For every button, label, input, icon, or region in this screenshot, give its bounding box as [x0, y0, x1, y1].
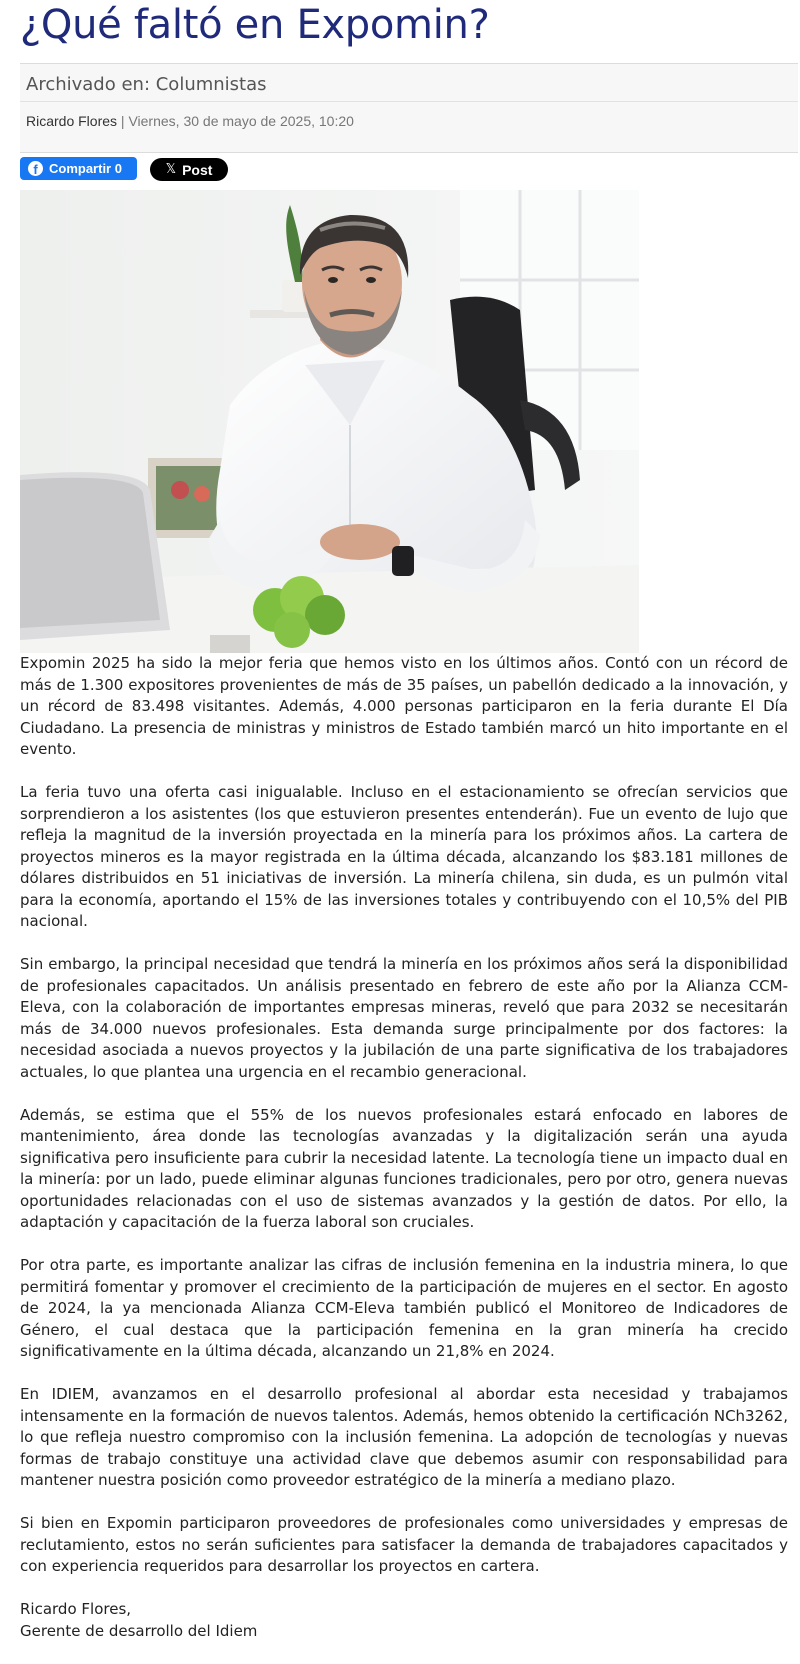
byline: [26, 113, 354, 129]
article-meta: [20, 63, 798, 153]
author-portrait-photo: [20, 190, 639, 653]
paragraph-1: Expomin 2025 ha sido la mejor feria que hemos visto en los últimos años. Contó con un récord de más de 1.300 expositores provenientes de más de 35 países, un pabellón dedicado a la innovación, y un récord de 83.498 visitantes. Además, 4.000 personas participaron en la feria durante El Día Ciudadano. La presencia de ministras y ministros de Estado también marcó un hito importante en el evento.: [20, 654, 788, 758]
author-name: Ricardo Flores: [26, 113, 118, 129]
signature-role: Gerente de desarrollo del Idiem: [20, 1621, 258, 1640]
article-body: [20, 653, 788, 1664]
publish-date: Viernes, 30 de mayo de 2025, 10:20: [128, 113, 354, 129]
x-logo-icon: 𝕏: [165, 162, 177, 177]
paragraph-5: Por otra parte, es importante analizar las cifras de inclusión femenina en la industria minera, lo que permitirá fomentar y promover el crecimiento de la participación de mujeres en el sector. En agosto de 2024, la ya mencionada Alianza CCM-Eleva también publicó el Monitoreo de Indicadores de Género, el cual destaca que la participación femenina en la gran minería ha crecido significativamente en la última década, alcanzando un 21,8% en 2024.: [20, 1256, 788, 1360]
facebook-share-button[interactable]: [20, 157, 137, 180]
archive-category[interactable]: Archivado en: Columnistas: [26, 74, 267, 95]
facebook-share-label: Compartir 0: [49, 161, 122, 176]
article-title: ¿Qué faltó en Expomin?: [20, 2, 490, 48]
author-signature: [20, 1599, 788, 1642]
signature-name: Ricardo Flores,: [20, 1600, 132, 1618]
paragraph-3: Sin embargo, la principal necesidad que tendrá la minería en los próximos años será la disponibilidad de profesionales capacitados. Un análisis presentado en febrero de este año por la Alianza CCM-Eleva, con la colaboración de importantes empresas mineras, reveló que para 2032 se necesitarán más de 34.000 nuevos profesionales. Esta demanda surge principalmente por dos factores: la necesidad asociada a nuevos proyectos y la jubilación de una parte significativa de los trabajadores actuales, lo que plantea una urgencia en el recambio generacional.: [20, 955, 788, 1081]
paragraph-6: En IDIEM, avanzamos en el desarrollo profesional al abordar esta necesidad y trabajamos intensamente en la formación de nuevos talentos. Además, hemos obtenido la certificación NCh3262, lo que refleja nuestro compromiso con la inclusión femenina. La adopción de tecnologías y nuevas formas de trabajo constituye una actividad clave que debemos asumir con responsabilidad para mantener nuestra posición como proveedor estratégico de la minería a mediano plazo.: [20, 1385, 788, 1489]
facebook-icon: f: [28, 161, 43, 176]
paragraph-4: Además, se estima que el 55% de los nuevos profesionales estará enfocado en labores de mantenimiento, área donde las tecnologías avanzadas y la digitalización serán una ayuda significativa pero insuficiente para cubrir la necesidad latente. La tecnología tiene un impacto dual en la minería: por un lado, puede eliminar algunas funciones tradicionales, pero por otro, genera nuevas oportunidades relacionadas con el uso de sistemas avanzados y la gestión de datos. Por ello, la adaptación y capacitación de la fuerza laboral son cruciales.: [20, 1105, 788, 1231]
paragraph-2: La feria tuvo una oferta casi inigualable. Incluso en el estacionamiento se ofrecían servicios que sorprendieron a los asistentes (los que estuvieron presentes entenderán). Fue un evento de lujo que refleja la magnitud de la inversión proyectada en la minería para los próximos años. La cartera de proyectos mineros es la mayor registrada en la última década, alcanzando los $83.181 millones de dólares distribuidos en 51 iniciativas de inversión. La minería chilena, sin duda, es un pulmón vital para la economía, aportando el 15% de las inversiones totales y contribuyendo con el 10,5% del PIB nacional.: [20, 783, 788, 930]
x-post-label: Post: [182, 161, 213, 178]
x-post-button[interactable]: [150, 158, 228, 181]
paragraph-7: Si bien en Expomin participaron proveedores de profesionales como universidades y empresas de reclutamiento, estos no serán suficientes para satisfacer la demanda de trabajadores capacitados y con experiencia requeridos para desarrollar los proyectos en cartera.: [20, 1514, 788, 1575]
meta-divider: [20, 101, 798, 102]
byline-separator: |: [120, 113, 125, 129]
